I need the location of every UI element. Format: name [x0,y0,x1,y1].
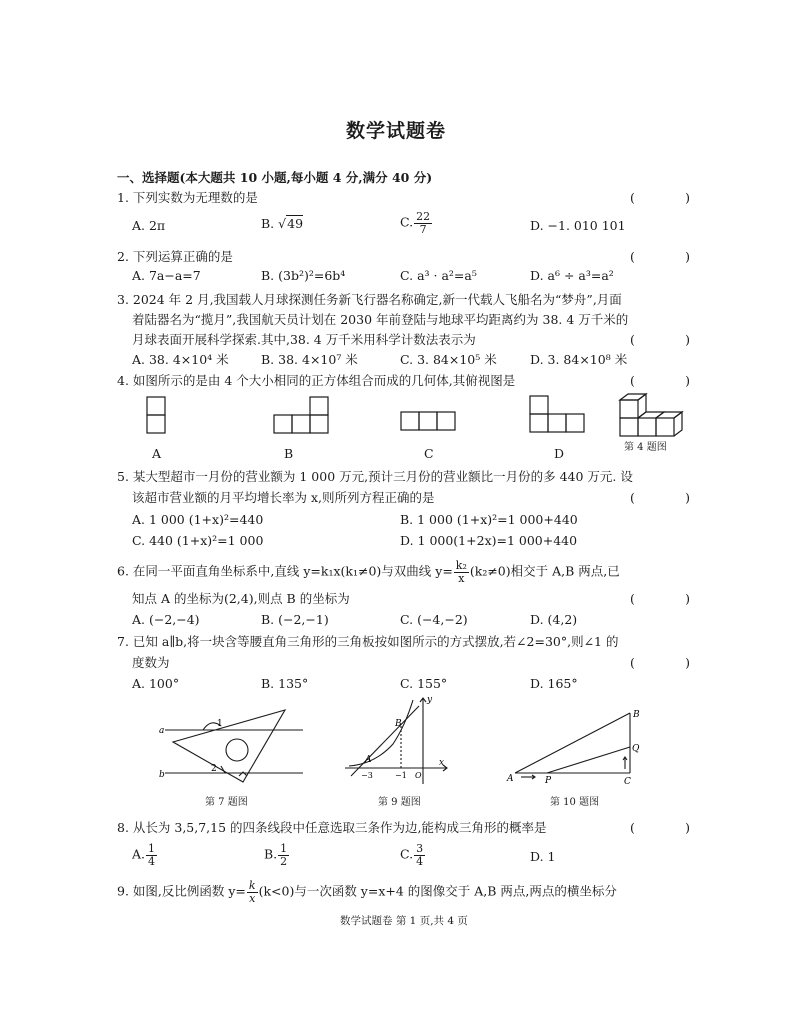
paren-close: ) [685,591,690,606]
label-origin: O [415,771,422,780]
q8-option-a [132,843,158,867]
q5-option-d: D. 1 000(1+2x)=1 000+440 [400,533,578,548]
q4-label-a: A [152,446,162,461]
q3-option-d: D. 3. 84×10⁸ 米 [530,352,628,367]
q8-option-c-fraction [414,843,425,867]
q6-line-1-start: 6. 在同一平面直角坐标系中,直线 y=k₁x(k₁≠0)与双曲线 y= [117,563,453,579]
label-C: C [624,777,631,785]
q6-option-b: B. (−2,−1) [261,612,329,627]
q6-option-c: C. (−4,−2) [400,612,468,627]
label-y: y [427,695,433,705]
paren-close: ) [685,820,690,835]
q5-line-2: 该超市营业额的月平均增长率为 x,则所列方程正确的是 [132,490,435,505]
label-x: x [439,758,445,768]
q5-option-b: B. 1 000 (1+x)²=1 000+440 [400,512,578,527]
q9-line-end: (k<0)与一次函数 y=x+4 的图像交于 A,B 两点,两点的横坐标分 [258,883,617,899]
paren-open: ( [630,249,635,264]
q9-line-1 [117,880,617,904]
q3-line-2: 着陆器名为“揽月”,我国航天员计划在 2030 年前登陆与地球平均距离约为 38. 4 万千米的 [132,312,629,327]
q9-denominator: x [249,891,256,905]
q7-option-c: C. 155° [400,676,448,691]
q6-answer-bracket[interactable] [630,591,690,607]
q6-fraction [454,560,469,584]
figure-10 [505,705,650,785]
q4-option-b-view [274,397,328,433]
q1-option-b: B. √49 [261,216,304,231]
label-a: a [159,726,165,736]
q10-figure-caption: 第 10 题图 [550,797,600,808]
paren-close: ) [685,655,690,670]
q7-caption: 第 7 题图 [205,797,248,808]
section-heading: 一、选择题(本大题共 10 小题,每小题 4 分,满分 40 分) [117,170,433,185]
q8-b-denominator: 2 [280,854,288,868]
q2-stem: 2. 下列运算正确的是 [117,249,233,264]
q3-answer-bracket[interactable] [630,332,690,348]
q6-line-2: 知点 A 的坐标为(2,4),则点 B 的坐标为 [132,591,350,606]
paren-open: ( [630,490,635,505]
segment-PQ [547,747,630,773]
paren-close: ) [685,373,690,388]
q5-answer-bracket[interactable] [630,490,690,506]
q9-line-start: 9. 如图,反比例函数 y= [117,883,246,899]
q8-c-numerator: 3 [416,842,424,855]
q8-option-b [264,843,290,867]
q1-c-numerator: 22 [416,210,431,223]
label-minus-3: −3 [361,771,373,780]
q7-option-d: D. 165° [530,676,578,691]
q4-caption: 第 4 题图 [624,442,667,453]
q3-line-1: 3. 2024 年 2 月,我国载人月球探测任务新飞行器名称确定,新一代载人飞船名为“梦舟”,月面 [117,292,622,307]
label-angle-2: 2 [211,764,217,774]
q5-option-a: A. 1 000 (1+x)²=440 [132,512,264,527]
label-A: A [365,755,372,765]
q1-stem: 1. 下列实数为无理数的是 [117,190,258,205]
q4-solid-figure [620,394,682,436]
q5-option-c: C. 440 (1+x)²=1 000 [132,533,264,548]
figure-7 [155,700,305,790]
label-angle-1: 1 [217,719,223,729]
q6-denominator: x [458,571,465,585]
q8-stem: 8. 从长为 3,5,7,15 的四条线段中任意选取三条作为边,能构成三角形的概率是 [117,820,547,835]
label-P: P [545,776,552,785]
q7-line-1: 7. 已知 a∥b,将一块含等腰直角三角形的三角板按如图所示的方式摆放,若∠2=30°,则∠1 的 [117,634,619,649]
label-A: A [507,774,514,784]
q2-answer-bracket[interactable] [630,249,690,265]
figure-9 [335,692,455,787]
label-B: B [395,719,402,729]
q7-answer-bracket[interactable] [630,655,690,671]
paren-open: ( [630,820,635,835]
q4-option-c-view [401,412,455,430]
paren-close: ) [685,190,690,205]
hyperbola-branch [349,700,413,766]
q3-option-b: B. 38. 4×10⁷ 米 [261,352,358,367]
q4-label-c: C [424,446,434,461]
q1-option-c [400,211,433,235]
q9-numerator: k [248,879,256,892]
q8-a-denominator: 4 [148,854,156,868]
q7-option-b: B. 135° [261,676,309,691]
paren-open: ( [630,655,635,670]
q4-option-a-view [147,397,165,433]
q3-option-a: A. 38. 4×10⁴ 米 [132,352,229,367]
paren-close: ) [685,490,690,505]
paren-open: ( [630,190,635,205]
paren-open: ( [630,591,635,606]
q1-option-c-fraction [414,211,432,235]
q3-option-c: C. 3. 84×10⁵ 米 [400,352,497,367]
q6-option-a: A. (−2,−4) [132,612,200,627]
q1-answer-bracket[interactable] [630,190,690,206]
set-square-hole [226,739,248,761]
label-Q: Q [632,744,640,754]
q8-answer-bracket[interactable] [630,820,690,836]
q1-c-denominator: 7 [419,222,427,236]
q8-option-d: D. 1 [530,849,556,864]
q8-a-numerator: 1 [148,842,156,855]
q6-line-1 [117,560,620,584]
q6-line-1-end: (k₂≠0)相交于 A,B 两点,已 [469,563,620,579]
q3-line-3: 月球表面开展科学探索.其中,38. 4 万千米用科学计数法表示为 [132,332,476,347]
page-footer: 数学试题卷 第 1 页,共 4 页 [340,915,468,927]
q2-option-d: D. a⁶ ÷ a³=a² [530,268,614,283]
q1-option-c-prefix: C. [400,214,414,230]
q5-line-1: 5. 某大型超市一月份的营业额为 1 000 万元,预计三月份的营业额比一月份的多 440 万元. 设 [117,469,633,484]
q4-option-d-view [530,396,584,432]
segment-AB [515,713,630,773]
label-B: B [633,710,640,720]
q8-option-b-prefix: B. [264,846,278,862]
q1-option-b-prefix: B. [261,216,275,231]
paren-close: ) [685,249,690,264]
q9-figure-caption: 第 9 题图 [378,797,421,808]
q1-option-d: D. −1. 010 101 [530,218,626,233]
q7-line-2: 度数为 [132,655,170,670]
q8-b-numerator: 1 [280,842,288,855]
q8-option-c [400,843,426,867]
q9-fraction [247,880,258,904]
page-title: 数学试题卷 [346,120,447,142]
q8-option-c-prefix: C. [400,846,414,862]
set-square [173,710,285,782]
q1-option-a: A. 2π [132,218,166,233]
q4-stem: 4. 如图所示的是由 4 个大小相同的正方体组合而成的几何体,其俯视图是 [117,373,516,388]
line-graph [351,706,419,776]
q4-answer-bracket[interactable] [630,373,690,389]
q1-option-b-radicand: 49 [287,216,304,231]
q4-label-d: D [554,446,565,461]
q7-option-a: A. 100° [132,676,180,691]
q8-option-a-fraction [146,843,157,867]
q2-option-b: B. (3b²)²=6b⁴ [261,268,346,283]
q2-option-c: C. a³ · a²=a⁵ [400,268,477,283]
q6-option-d: D. (4,2) [530,612,578,627]
q4-label-b: B [284,446,294,461]
q8-option-a-prefix: A. [132,846,146,862]
q4-figures [130,390,700,465]
q8-option-b-fraction [278,843,289,867]
paren-close: ) [685,332,690,347]
label-b: b [159,770,165,780]
paren-open: ( [630,373,635,388]
paren-open: ( [630,332,635,347]
q8-c-denominator: 4 [416,854,424,868]
label-minus-1: −1 [395,771,407,780]
q6-numerator: k₂ [455,559,467,572]
q2-option-a: A. 7a−a=7 [132,268,201,283]
